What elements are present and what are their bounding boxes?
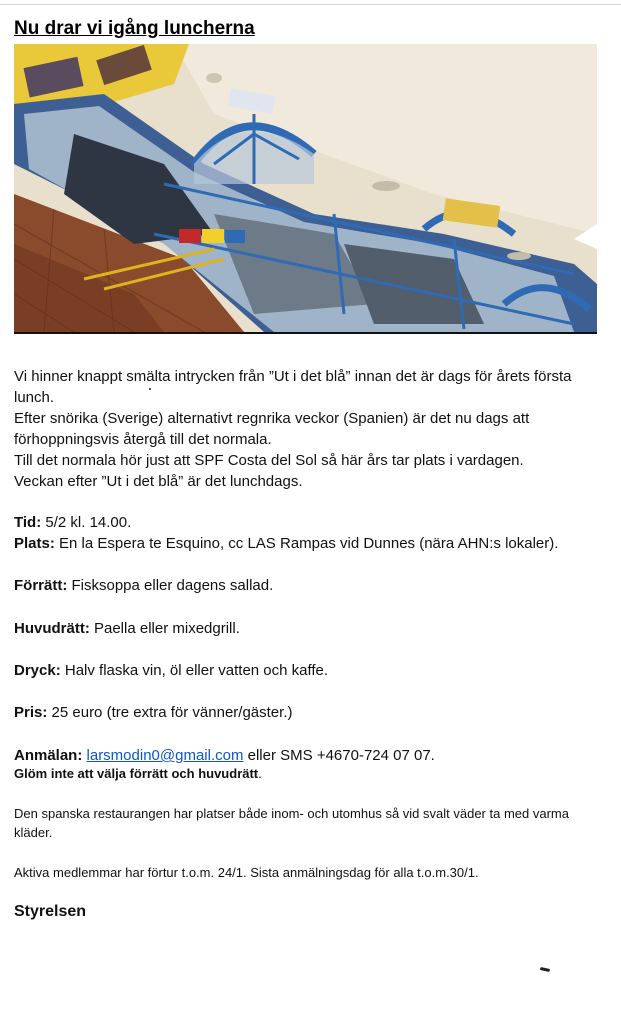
drink-value: Halv flaska vin, öl eller vatten och kaffe. bbox=[60, 662, 329, 679]
signup-rest: eller SMS +4670-724 07 07. bbox=[243, 747, 435, 764]
price-line bbox=[14, 702, 614, 723]
priority-note: Aktiva medlemmar har förtur t.o.m. 24/1. Sista anmälningsdag för alla t.o.m.30/1. bbox=[14, 865, 479, 880]
drink-label: Dryck: bbox=[14, 662, 61, 679]
price-label: Pris: bbox=[14, 704, 48, 721]
intro-paragraph-4: Veckan efter ”Ut i det blå” är det lunchdags. bbox=[14, 473, 303, 490]
price-value: 25 euro (tre extra för vänner/gäster.) bbox=[47, 704, 293, 721]
place-label: Plats: bbox=[14, 535, 55, 552]
weather-note: Den spanska restaurangen har platser både inom- och utomhus så vid svalt väder ta med varma kläder. bbox=[14, 806, 569, 840]
signature: Styrelsen bbox=[14, 903, 87, 920]
starter-line bbox=[14, 575, 614, 596]
starter-label: Förrätt: bbox=[14, 577, 68, 594]
signup-line bbox=[14, 745, 614, 766]
restaurant-photo bbox=[14, 44, 597, 332]
speck-mark bbox=[540, 967, 550, 972]
signup-label: Anmälan: bbox=[14, 747, 83, 764]
place-line bbox=[14, 533, 614, 554]
time-line bbox=[14, 512, 614, 533]
top-divider bbox=[0, 4, 621, 5]
email-link[interactable]: larsmodin0@gmail.com bbox=[86, 747, 244, 764]
intro-text bbox=[14, 366, 614, 492]
main-course-label: Huvudrätt: bbox=[14, 620, 90, 637]
starter-value: Fisksoppa eller dagens sallad. bbox=[67, 577, 274, 594]
reminder-text: Glöm inte att välja förrätt och huvudrätt bbox=[14, 766, 259, 781]
reminder-period: . bbox=[258, 766, 262, 781]
drink-line bbox=[14, 660, 614, 681]
reminder-line bbox=[14, 766, 262, 781]
intro-paragraph-1: Vi hinner knappt smälta intrycken från ”Ut i det blå” innan det är dags för årets första lunch. bbox=[14, 368, 572, 406]
main-course-value: Paella eller mixedgrill. bbox=[89, 620, 240, 637]
place-value: En la Espera te Esquino, cc LAS Rampas vid Dunnes (nära AHN:s lokaler). bbox=[54, 535, 559, 552]
time-label: Tid: bbox=[14, 514, 42, 531]
speck bbox=[149, 388, 151, 390]
intro-paragraph-2: Efter snörika (Sverige) alternativt regnrika veckor (Spanien) är det nu dags att förhoppningsvis återgå till det normala. bbox=[14, 410, 530, 448]
intro-paragraph-3: Till det normala hör just att SPF Costa del Sol så här års tar plats i vardagen. bbox=[14, 452, 524, 469]
photo-underline bbox=[14, 332, 597, 334]
main-course-line bbox=[14, 618, 614, 639]
time-value: 5/2 kl. 14.00. bbox=[41, 514, 132, 531]
page-title: Nu drar vi igång luncherna bbox=[14, 18, 255, 39]
